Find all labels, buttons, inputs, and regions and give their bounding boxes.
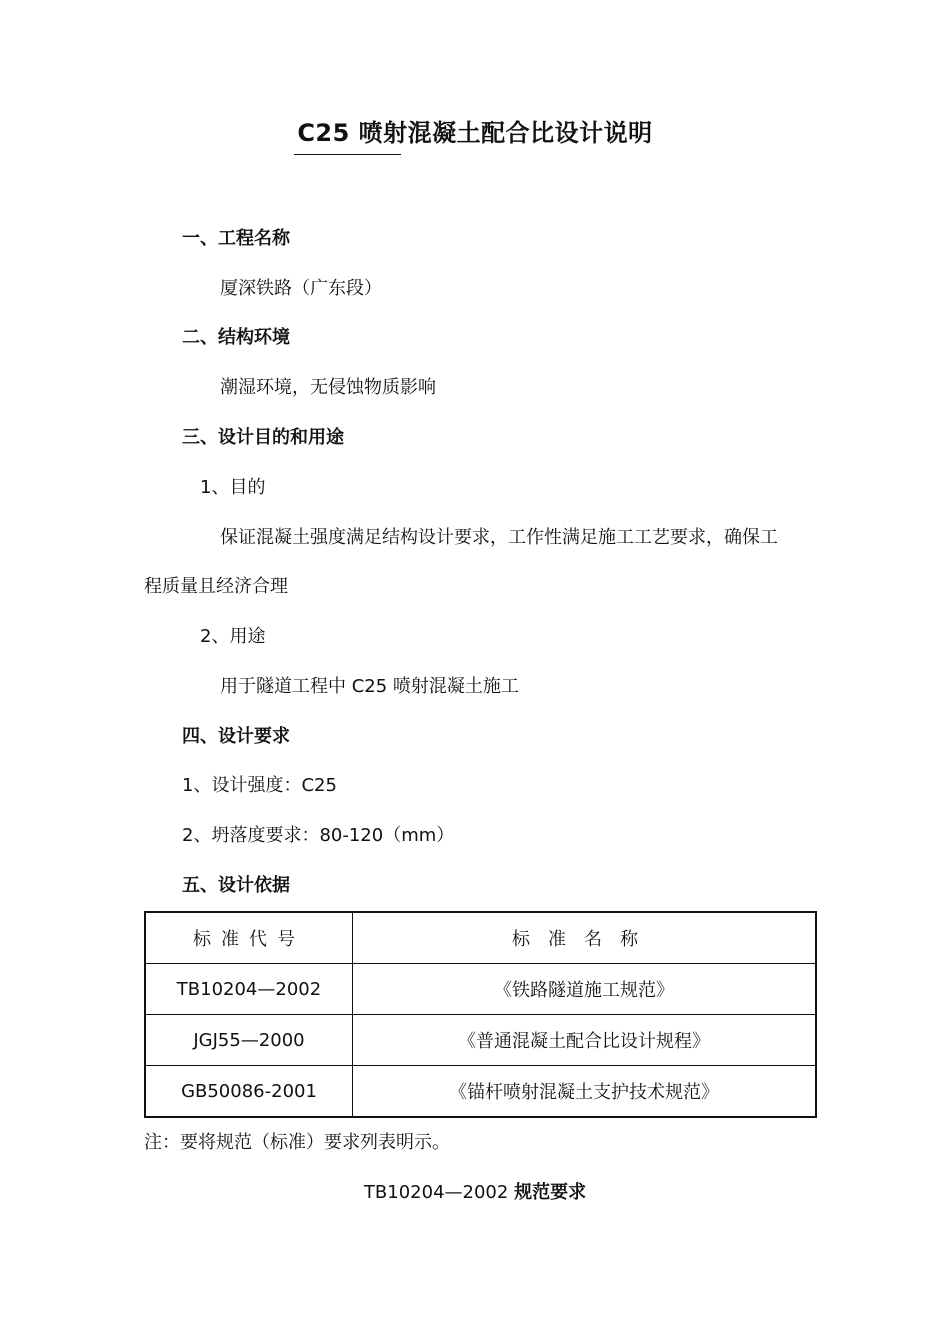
requirement-strength: 1、设计强度：C25 [182,775,337,796]
standard-name-cell: 《铁路隧道施工规范》 [353,964,817,1015]
standard-name-cell: 《普通混凝土配合比设计规程》 [353,1015,817,1066]
use-text: 用于隧道工程中 C25 喷射混凝土施工 [220,676,519,697]
standards-table [144,911,817,1118]
purpose-label: 1、目的 [200,477,266,498]
standard-code-cell: TB10204—2002 [145,964,353,1015]
table-header-row [145,912,816,964]
table-row [145,1066,816,1118]
table-row [145,1015,816,1066]
purpose-text-line-1: 保证混凝土强度满足结构设计要求，工作性满足施工工艺要求，确保工 [220,527,778,548]
footer-label: 规范要求 [514,1182,587,1203]
purpose-text-line-2: 程质量且经济合理 [144,576,288,597]
section-2-body: 潮湿环境，无侵蚀物质影响 [220,377,436,398]
section-4-heading: 四、设计要求 [182,726,290,747]
standard-code-cell: JGJ55—2000 [145,1015,353,1066]
header-standard-code: 标准代号 [145,912,353,964]
requirement-slump: 2、坍落度要求：80-120（mm） [182,825,455,846]
standard-name-cell: 《锚杆喷射混凝土支护技术规范》 [353,1066,817,1118]
standard-code-cell: GB50086-2001 [145,1066,353,1118]
use-label: 2、用途 [200,626,266,647]
section-1-heading: 一、工程名称 [182,228,290,249]
header-standard-name: 标准名称 [353,912,817,964]
table-note: 注：要将规范（标准）要求列表明示。 [144,1132,450,1153]
title-underline [294,154,401,155]
footer-standard-code: TB10204—2002 [363,1182,509,1203]
section-3-heading: 三、设计目的和用途 [182,427,344,448]
section-2-heading: 二、结构环境 [182,327,290,348]
section-footer-title [0,1178,950,1204]
table-row [145,964,816,1015]
section-5-heading: 五、设计依据 [182,875,290,896]
section-1-body: 厦深铁路（广东段） [220,278,382,299]
document-title: C25 喷射混凝土配合比设计说明 [297,119,653,147]
